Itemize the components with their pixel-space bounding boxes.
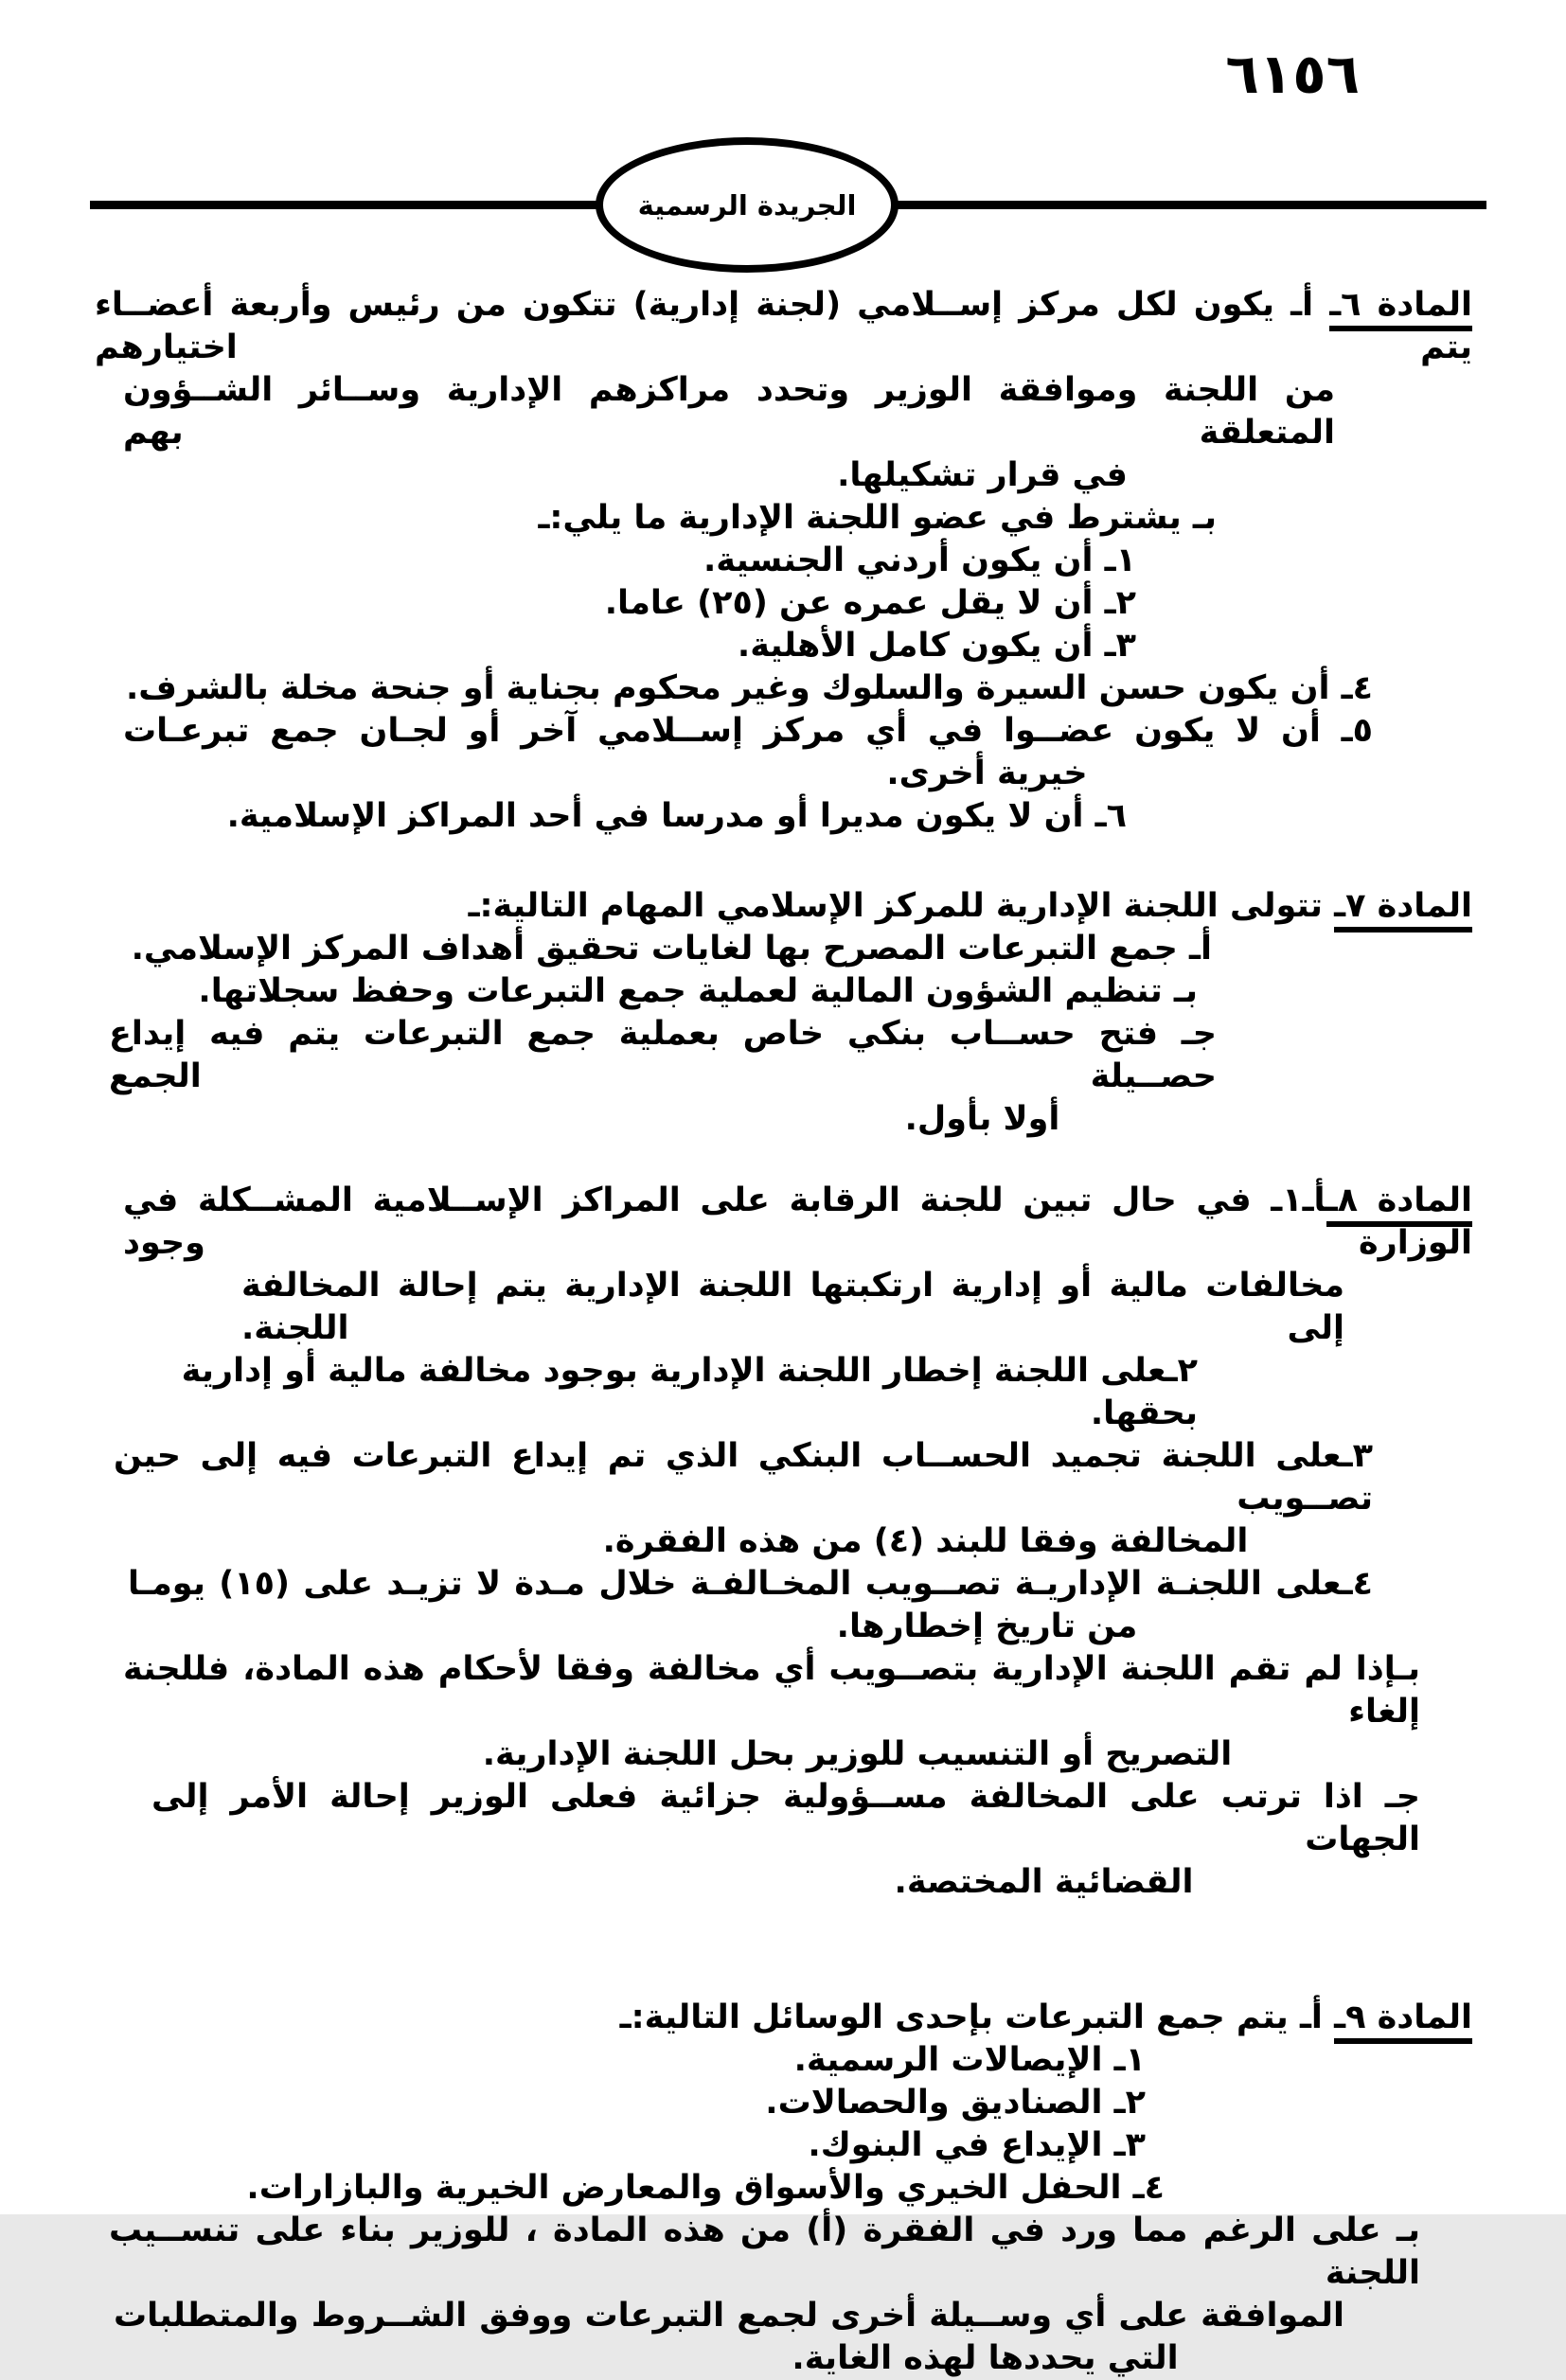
article-8-label: المادة ٨ـ [1326, 1181, 1472, 1227]
article-7-item-b: بـ تنظيم الشؤون المالية لعملية جمع التبرعات وحفظ سجلاتها. [198, 972, 1198, 1010]
article-8-clause-b: بـإذا لم تقم اللجنة الإدارية بتصــويب أي مخالفة وفقا لأحكام هذه المادة، فللجنة إلغاء [123, 1650, 1420, 1731]
article-8-item-3-cont: المخالفة وفقا للبند (٤) من هذه الفقرة. [602, 1522, 1249, 1560]
article-8-heading-cont: مخالفات مالية أو إدارية ارتكبتها اللجنة الإدارية يتم إحالة المخالفة إلى اللجنة. [241, 1267, 1344, 1347]
article-6-item-5-cont: خيرية أخرى. [886, 755, 1088, 792]
article-8 [95, 1180, 1472, 1904]
article-9-item-2: ٢ـ الصناديق والحصالات. [765, 2084, 1146, 2122]
article-8-clause-c: جـ اذا ترتب على المخالفة مســؤولية جزائية فعلى الوزير إحالة الأمر إلى الجهات [151, 1778, 1420, 1858]
article-6-line-2: من اللجنة وموافقة الوزير وتحدد مراكزهم الإدارية وســائر الشــؤون المتعلقة بهم [123, 371, 1335, 452]
article-6-item-6: ٦ـ أن لا يكون مديرا أو مدرسا في أحد المراكز الإسلامية. [226, 797, 1127, 835]
article-8-item-2: ٢ـعلى اللجنة إخطار اللجنة الإدارية بوجود مخالفة مالية أو إدارية بحقها. [181, 1352, 1198, 1432]
article-8-clause-c-cont: القضائية المختصة. [894, 1863, 1194, 1901]
article-8-heading [95, 1180, 1472, 1265]
article-7-item-c-cont: أولا بأول. [904, 1100, 1060, 1138]
article-6-line-3: في قرار تشكيلها. [837, 456, 1128, 494]
article-6-item-3: ٣ـ أن يكون كامل الأهلية. [737, 627, 1136, 665]
article-9-label: المادة ٩ـ [1334, 1998, 1472, 2044]
article-9-clause-b: بـ على الرغم مما ورد في الفقرة (أ) من هذه المادة ، للوزير بناء على تنســيب اللجنة [109, 2211, 1420, 2292]
article-9 [95, 1997, 1472, 2380]
article-7-heading [95, 885, 1472, 928]
article-6-heading [95, 284, 1472, 369]
gazette-title: الجريدة الرسمية [637, 188, 857, 222]
article-7-item-a: أـ جمع التبرعات المصرح بها لغايات تحقيق أهداف المركز الإسلامي. [131, 930, 1212, 968]
article-9-item-4: ٤ـ الحفل الخيري والأسواق والمعارض الخيرية والبازارات. [246, 2169, 1165, 2207]
article-6-clause-b-heading: بـ يشترط في عضو اللجنة الإدارية ما يلي:ـ [538, 499, 1217, 537]
article-9-item-1: ١ـ الإيصالات الرسمية. [793, 2041, 1146, 2079]
article-6-item-5: ٥ـ أن لا يكون عضــوا في أي مركز إســلامي آخر أو لجـان جمع تبرعـات [123, 712, 1373, 750]
article-8-heading-text: أـ١ـ في حال تبين للجنة الرقابة على المراكز الإســلامية المشــكلة في الوزارة وجود [123, 1181, 1472, 1262]
article-6-label: المادة ٦ـ [1329, 286, 1472, 331]
article-8-clause-b-cont: التصريح أو التنسيب للوزير بحل اللجنة الإدارية. [482, 1735, 1233, 1773]
article-9-clause-b-cont-2: التي يحددها لهذه الغاية. [792, 2339, 1179, 2377]
article-7-label: المادة ٧ـ [1334, 887, 1472, 932]
article-8-item-3: ٣ـعلى اللجنة تجميد الحســاب البنكي الذي تم إيداع التبرعات فيه إلى حين تصــويب [114, 1437, 1373, 1518]
document-body [95, 284, 1472, 2380]
gazette-seal [596, 137, 899, 273]
article-6-heading-text: أـ يكون لكل مركز إســلامي (لجنة إدارية) تتكون من رئيس وأربعة أعضــاء يتم اختيارهم [95, 286, 1472, 366]
article-6-item-4: ٤ـ أن يكون حسن السيرة والسلوك وغير محكوم بجناية أو جنحة مخلة بالشرف. [126, 669, 1373, 707]
article-7 [95, 885, 1472, 1141]
page-number: ٦١٥٦ [1225, 42, 1360, 106]
article-8-item-4: ٤ـعلى اللجنـة الإداريـة تصــويب المخـالفـة خلال مـدة لا تزيـد على (١٥) يومـا [128, 1565, 1373, 1603]
article-7-item-c: جـ فتح حســاب بنكي خاص بعملية جمع التبرعات يتم فيه إيداع حصــيلة الجمع [109, 1015, 1217, 1095]
article-6-item-2: ٢ـ أن لا يقل عمره عن (٢٥) عاما. [604, 584, 1136, 622]
article-9-heading-text: أـ يتم جمع التبرعات بإحدى الوسائل التالية:ـ [619, 1998, 1335, 2036]
article-9-item-3: ٣ـ الإيداع في البنوك. [808, 2126, 1146, 2164]
article-6-item-1: ١ـ أن يكون أردني الجنسية. [703, 542, 1136, 579]
article-9-heading [95, 1997, 1472, 2039]
article-7-heading-text: تتولى اللجنة الإدارية للمركز الإسلامي المهام التالية:ـ [468, 887, 1335, 925]
article-8-item-4-cont: من تاريخ إخطارها. [836, 1607, 1138, 1645]
article-6 [95, 284, 1472, 838]
article-9-clause-b-cont-1: الموافقة على أي وســيلة أخرى لجمع التبرعات ووفق الشــروط والمتطلبات [114, 2297, 1344, 2335]
